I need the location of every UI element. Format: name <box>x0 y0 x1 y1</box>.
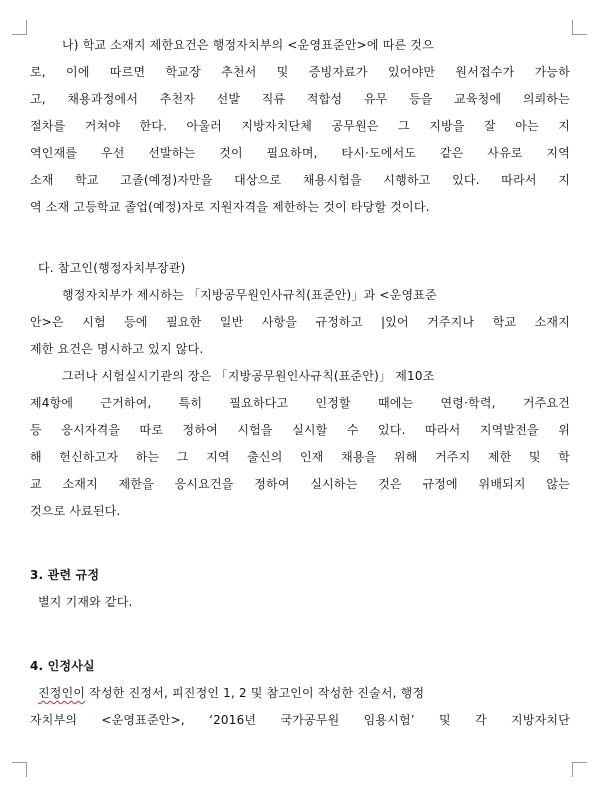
paragraph-line: 해 헌신하고자 하는 그 지역 출신의 인재 채용을 위해 거주지 제한 및 학 <box>30 450 570 464</box>
page-corner-mark <box>12 762 27 777</box>
section-heading: 다. 참고인(행정자치부장관) <box>38 261 186 275</box>
paragraph-line: 그러나 시험실시기관의 장은 「지방공무원인사규칙(표준안)」 제10조 <box>62 369 435 383</box>
paragraph-line: 나) 학교 소재지 제한요건은 행정자치부의 <운영표준안>에 따른 것으 <box>62 38 434 52</box>
section-heading: 4. 인정사실 <box>30 659 95 673</box>
paragraph-line: 역 소재 고등학교 졸업(예정)자로 지원자격을 제한하는 것이 타당할 것이다. <box>30 200 430 214</box>
paragraph-line: 고, 채용과정에서 추천자 선발 직류 적합성 유무 등을 교육청에 의뢰하는 <box>30 92 570 106</box>
paragraph-line: 별지 기재와 같다. <box>38 595 133 609</box>
paragraph-line: 안>은 시험 등에 필요한 일반 사항을 규정하고 |있어 거주지나 학교 소재지 <box>30 315 570 329</box>
paragraph-text: 작성한 진정서, 피진정인 1, 2 및 참고인이 작성한 진술서, 행정 <box>85 686 425 700</box>
paragraph-line: 교 소재지 제한을 응시요건을 정하여 실시하는 것은 규정에 위배되지 않는 <box>30 477 570 491</box>
page-corner-mark <box>12 20 27 35</box>
paragraph-line: 로, 이에 따르면 학교장 추천서 및 증빙자료가 있어야만 원서접수가 가능하 <box>30 65 570 79</box>
paragraph-line: 소재 학교 고졸(예정)자만을 대상으로 채용시험을 시행하고 있다. 따라서 지 <box>30 173 570 187</box>
paragraph-line: 제4항에 근거하여, 특히 필요하다고 인정할 때에는 연령·학력, 거주요건 <box>30 396 570 410</box>
paragraph-line: 자치부의 <운영표준안>, ‘2016년 국가공무원 임용시험’ 및 각 지방자치단 <box>30 713 570 727</box>
paragraph-line: 역인재를 우선 선발하는 것이 필요하며, 타시·도에서도 같은 사유로 지역 <box>30 146 570 160</box>
paragraph-line: 것으로 사료된다. <box>30 504 121 518</box>
paragraph-line: 행정자치부가 제시하는 「지방공무원인사규칙(표준안)」과 <운영표준 <box>62 288 437 302</box>
paragraph-line <box>38 685 570 701</box>
spellcheck-word[interactable]: 진정인이 <box>38 686 86 700</box>
page-corner-mark <box>572 20 587 35</box>
page-corner-mark <box>572 762 587 777</box>
section-heading: 3. 관련 규정 <box>30 568 100 582</box>
paragraph-line: 절차를 거쳐야 한다. 아울러 지방자치단체 공무원은 그 지방을 잘 아는 지 <box>30 119 570 133</box>
paragraph-line: 등 응시자격을 따로 정하여 시험을 실시할 수 있다. 따라서 지역발전을 위 <box>30 423 570 437</box>
paragraph-line: 제한 요건은 명시하고 있지 않다. <box>30 342 204 356</box>
